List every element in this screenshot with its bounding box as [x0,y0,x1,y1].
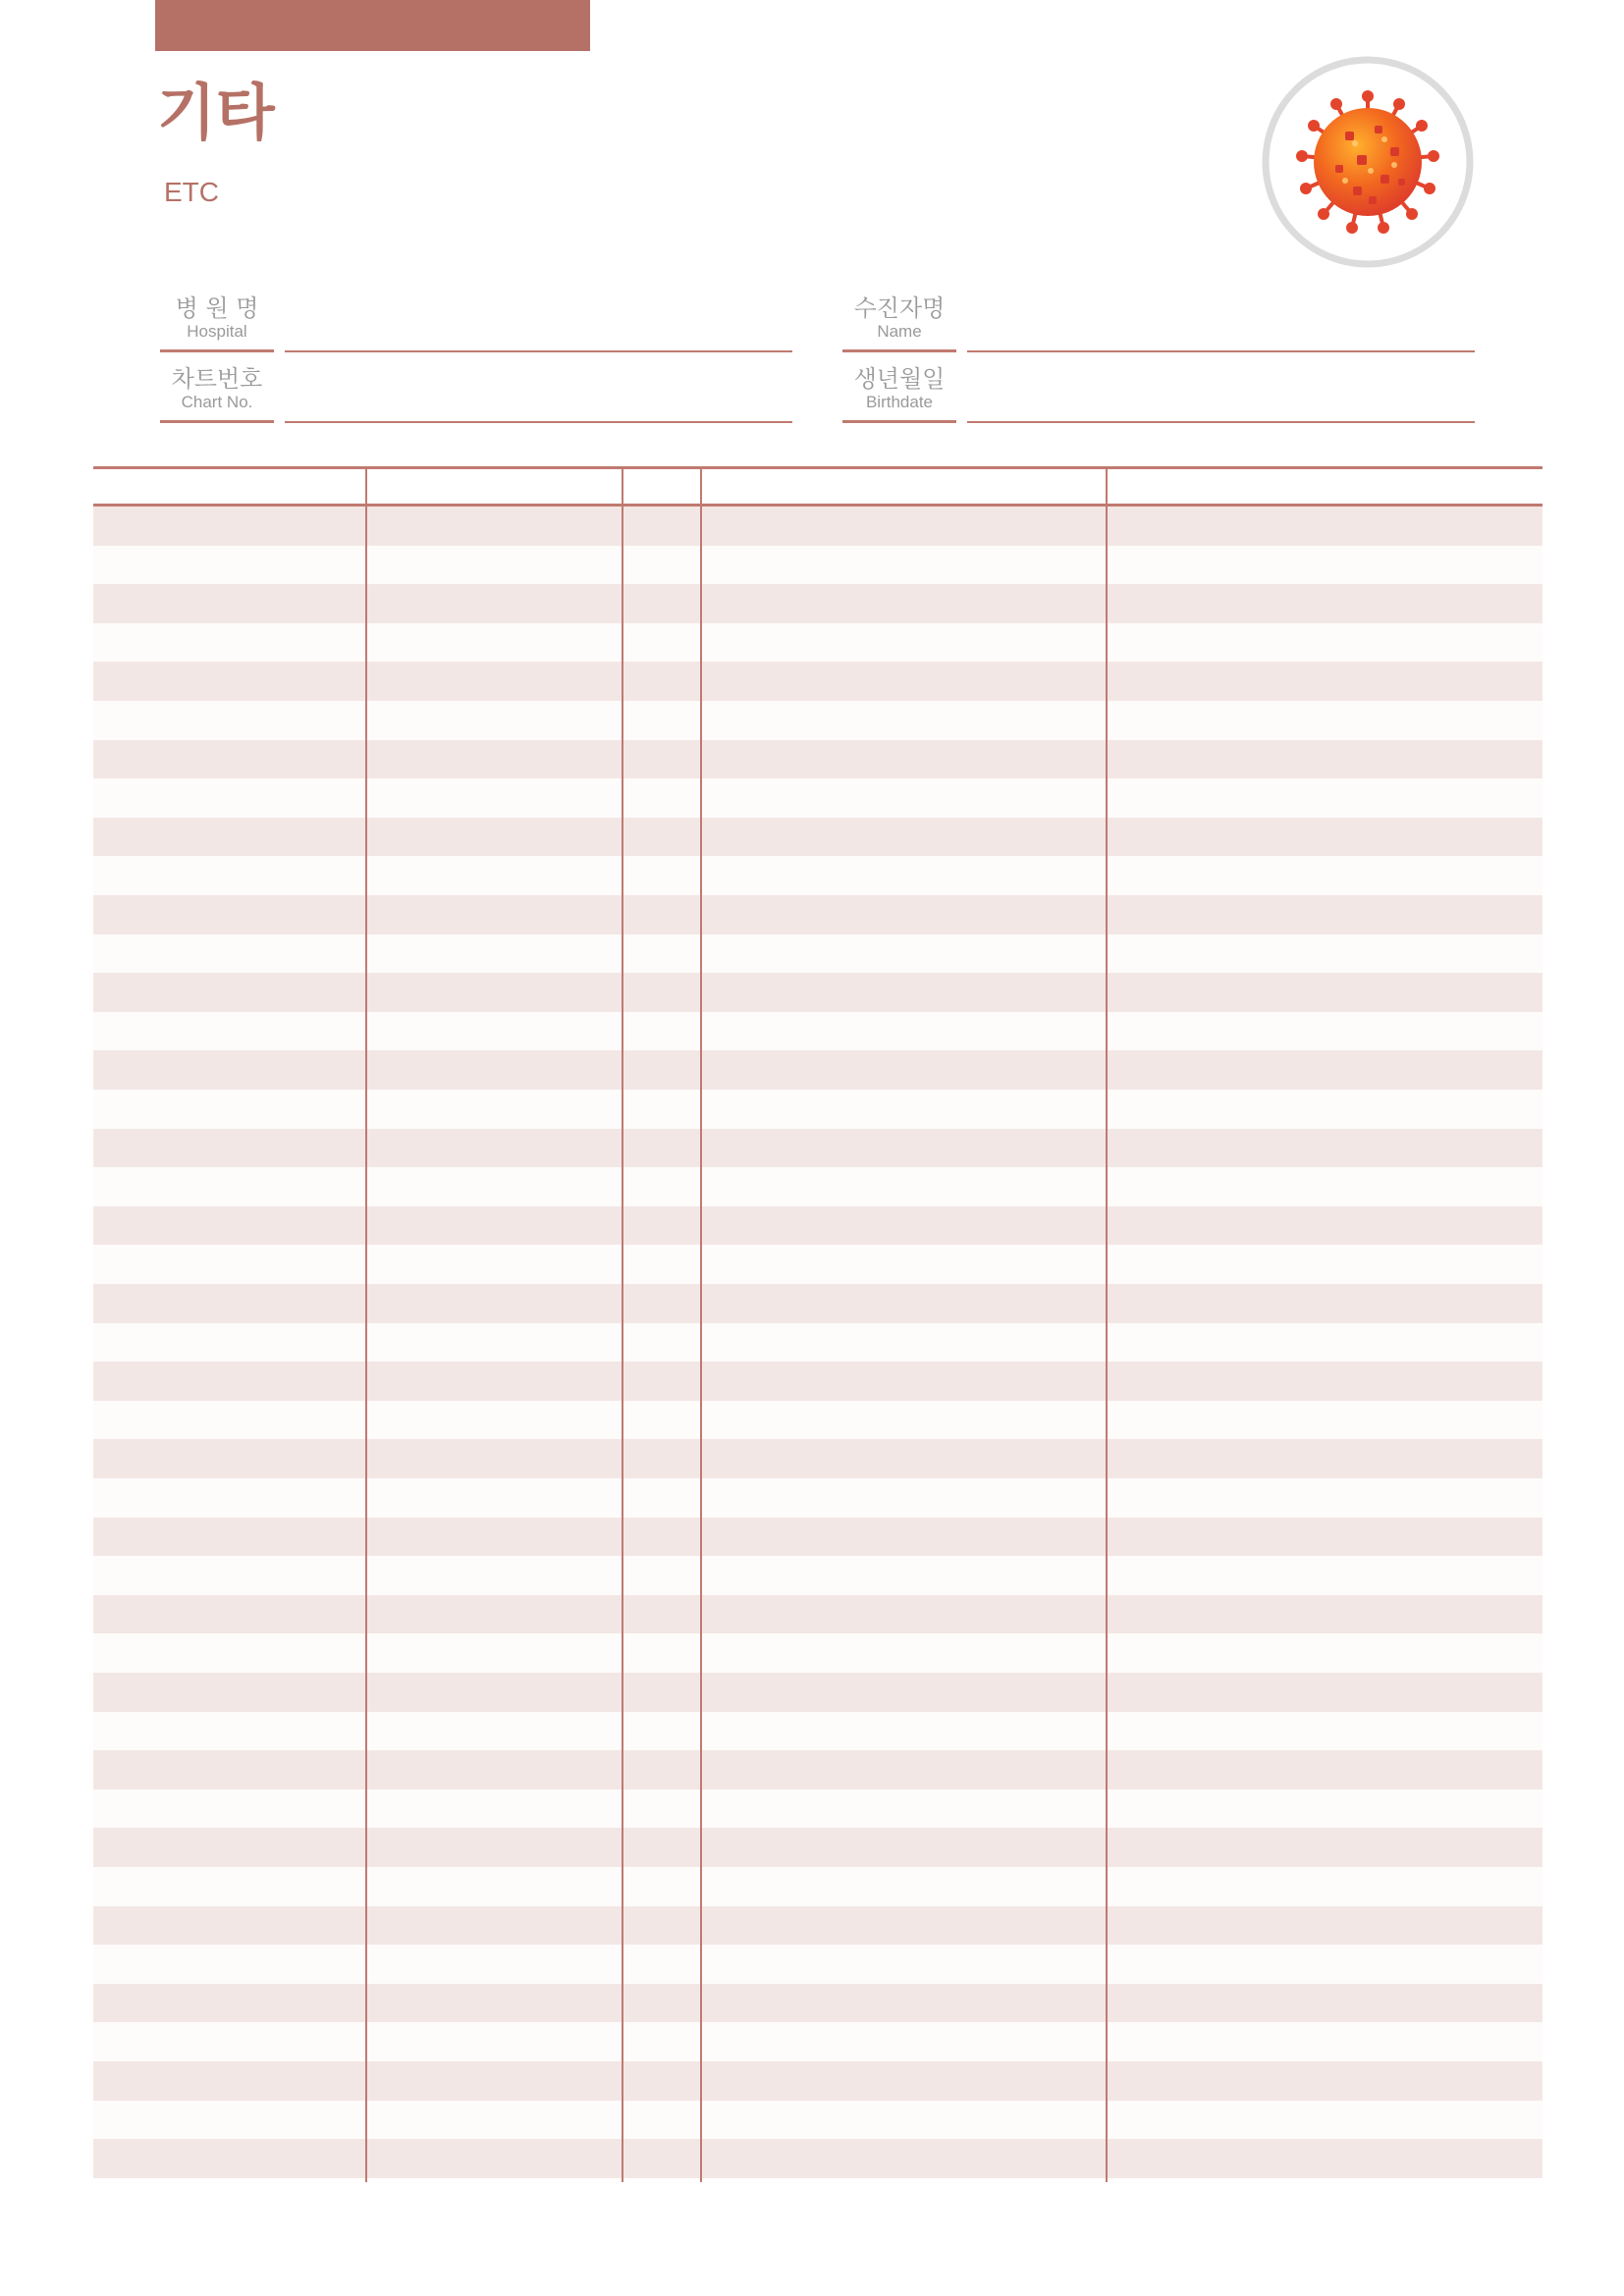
table-row[interactable] [93,623,1543,663]
hospital-input-line[interactable] [285,350,792,352]
table-column-divider-1 [365,466,367,2182]
table-row[interactable] [93,973,1543,1012]
table-row[interactable] [93,1906,1543,1946]
chart-no-label-ko: 차트번호 [171,365,263,393]
name-label-en: Name [877,322,922,341]
virus-emblem [1259,53,1477,271]
chart-no-input-line[interactable] [285,421,792,423]
chart-no-label-en: Chart No. [181,393,253,411]
name-label [842,294,956,342]
table-row[interactable] [93,1362,1543,1401]
virus-icon [1259,53,1477,271]
table-row[interactable] [93,1828,1543,1867]
table-row[interactable] [93,1789,1543,1829]
table-row[interactable] [93,1401,1543,1440]
hospital-label [160,294,274,342]
birthdate-label-underline [842,420,956,423]
table-header-top-rule [93,466,1543,469]
page-title: 기타 [157,77,275,148]
table-row[interactable] [93,2061,1543,2101]
table-row[interactable] [93,1750,1543,1789]
hospital-label-underline [160,349,274,352]
table-row[interactable] [93,701,1543,740]
birthdate-input-line[interactable] [967,421,1475,423]
table-row[interactable] [93,1012,1543,1051]
chart-no-label-underline [160,420,274,423]
table-row[interactable] [93,1867,1543,1906]
table-row[interactable] [93,1712,1543,1751]
table-row[interactable] [93,1595,1543,1634]
table-row[interactable] [93,1518,1543,1557]
table-row[interactable] [93,2101,1543,2140]
table-row[interactable] [93,1439,1543,1478]
table-row[interactable] [93,584,1543,623]
table-row[interactable] [93,1206,1543,1246]
table-row[interactable] [93,1129,1543,1168]
table-row[interactable] [93,1050,1543,1090]
table-row[interactable] [93,507,1543,546]
name-label-underline [842,349,956,352]
page-subtitle: ETC [164,177,219,207]
record-table [93,466,1543,2182]
table-row[interactable] [93,2022,1543,2061]
table-row[interactable] [93,1633,1543,1673]
table-row[interactable] [93,662,1543,701]
birthdate-label [842,365,956,412]
hospital-label-ko: 병 원 명 [175,294,259,322]
table-row[interactable] [93,895,1543,934]
table-column-divider-4 [1106,466,1108,2182]
table-row[interactable] [93,1167,1543,1206]
table-row[interactable] [93,1090,1543,1129]
chart-no-label [160,365,274,412]
name-input-line[interactable] [967,350,1475,352]
birthdate-label-ko: 생년월일 [853,365,946,393]
table-row[interactable] [93,1556,1543,1595]
table-row[interactable] [93,1245,1543,1284]
table-column-divider-2 [622,466,623,2182]
table-row[interactable] [93,934,1543,974]
table-row[interactable] [93,856,1543,895]
table-row[interactable] [93,1323,1543,1362]
table-row[interactable] [93,1945,1543,1984]
table-column-divider-3 [700,466,702,2182]
table-row[interactable] [93,1984,1543,2023]
header-accent-bar [155,0,590,51]
table-row[interactable] [93,1284,1543,1323]
table-row[interactable] [93,818,1543,857]
table-row[interactable] [93,546,1543,585]
hospital-label-en: Hospital [187,322,247,341]
table-row[interactable] [93,740,1543,779]
name-label-ko: 수진자명 [853,294,946,322]
table-row[interactable] [93,778,1543,818]
table-row[interactable] [93,1478,1543,1518]
table-row[interactable] [93,1673,1543,1712]
birthdate-label-en: Birthdate [865,393,934,411]
table-row[interactable] [93,2139,1543,2178]
